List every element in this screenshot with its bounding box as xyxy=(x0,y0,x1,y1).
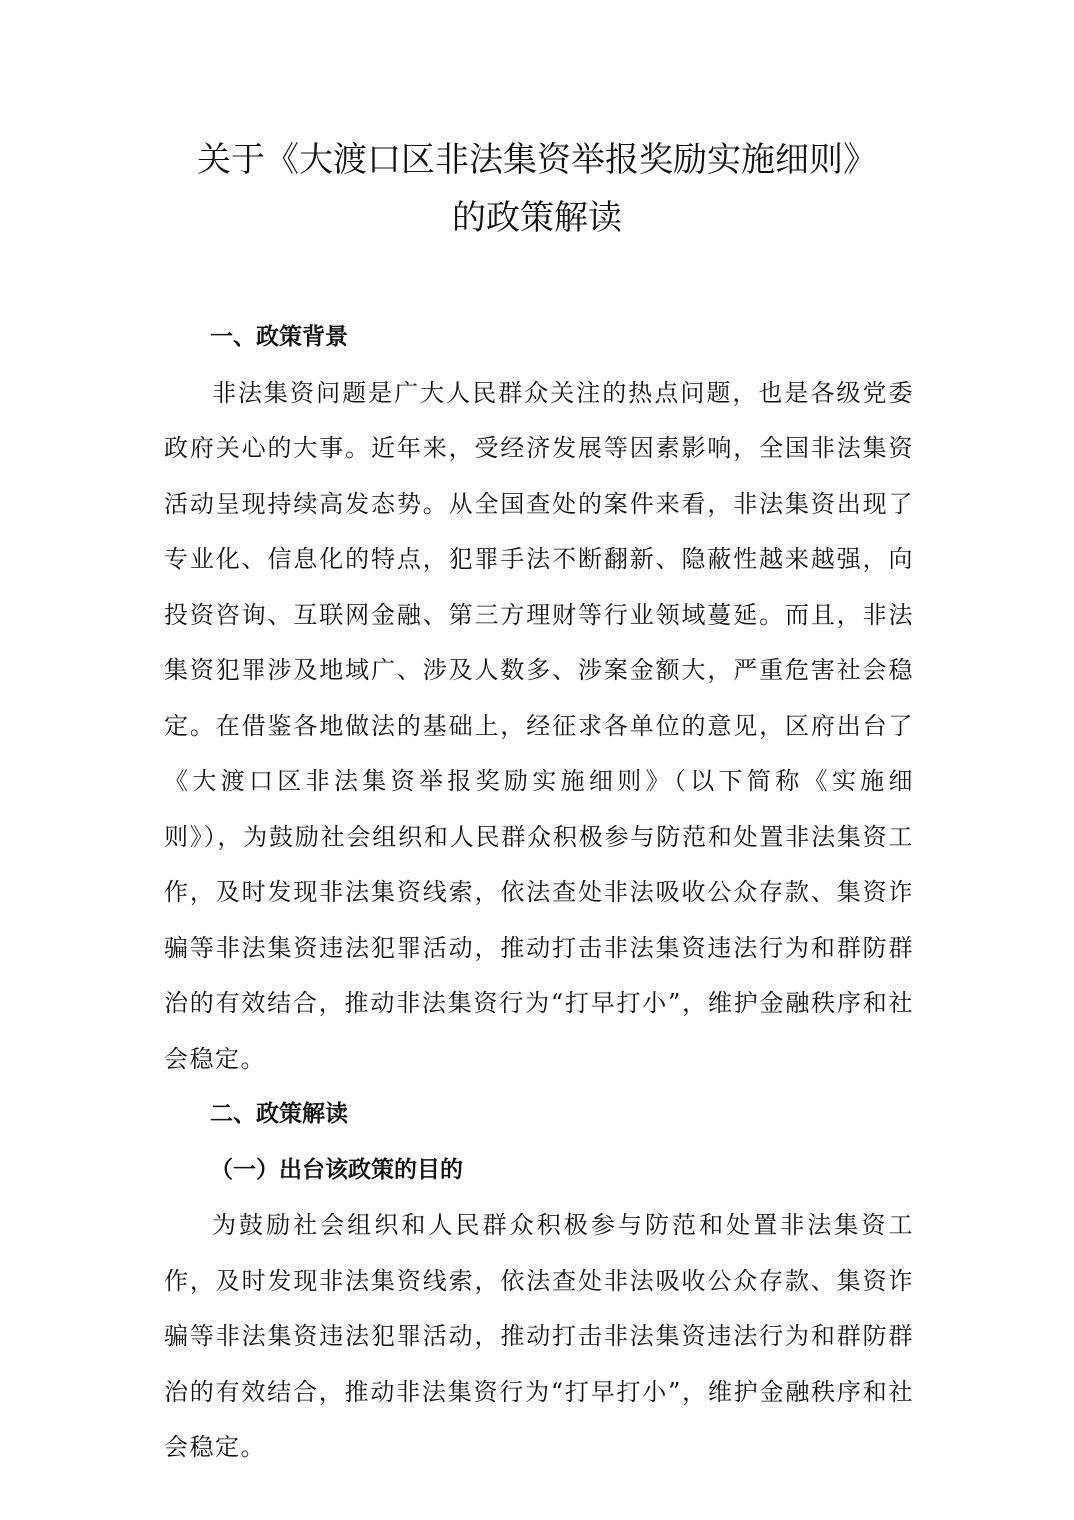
section-heading-interpretation: 二、政策解读 xyxy=(210,1101,348,1127)
purpose-paragraph: 为鼓励社会组织和人民群众积极参与防范和处置非法集资工作，及时发现非法集资线索，依法查处非法吸收公众存款、集资诈骗等非法集资违法犯罪活动，推动打击非法集资违法行为和群防群治的有效结合，推动非法集资行为“打早打小”，维护金融秩序和社会稳定。 xyxy=(164,1211,914,1461)
subsection-heading-purpose: （一）出台该政策的目的 xyxy=(210,1156,463,1183)
document-body xyxy=(164,310,914,1476)
title-line-1: 关于《大渡口区非法集资举报奖励实施细则》 xyxy=(197,140,877,180)
title-line-2: 的政策解读 xyxy=(452,198,622,238)
section-heading-background: 一、政策背景 xyxy=(210,324,348,350)
document-title xyxy=(0,134,1074,244)
background-paragraph: 非法集资问题是广大人民群众关注的热点问题，也是各级党委政府关心的大事。近年来，受经济发展等因素影响，全国非法集资活动呈现持续高发态势。从全国查处的案件来看，非法集资出现了专业化、信息化的特点，犯罪手法不断翻新、隐蔽性越来越强，向投资咨询、互联网金融、第三方理财等行业领域蔓延。而且，非法集资犯罪涉及地域广、涉及人数多、涉案金额大，严重危害社会稳定。在借鉴各地做法的基础上，经征求各单位的意见，区府出台了《大渡口区非法集资举报奖励实施细则》（以下简称《实施细则》），为鼓励社会组织和人民群众积极参与防范和处置非法集资工作，及时发现非法集资线索，依法查处非法吸收公众存款、集资诈骗等非法集资违法犯罪活动，推动打击非法集资违法行为和群防群治的有效结合，推动非法集资行为“打早打小”，维护金融秩序和社会稳定。 xyxy=(164,378,914,1073)
